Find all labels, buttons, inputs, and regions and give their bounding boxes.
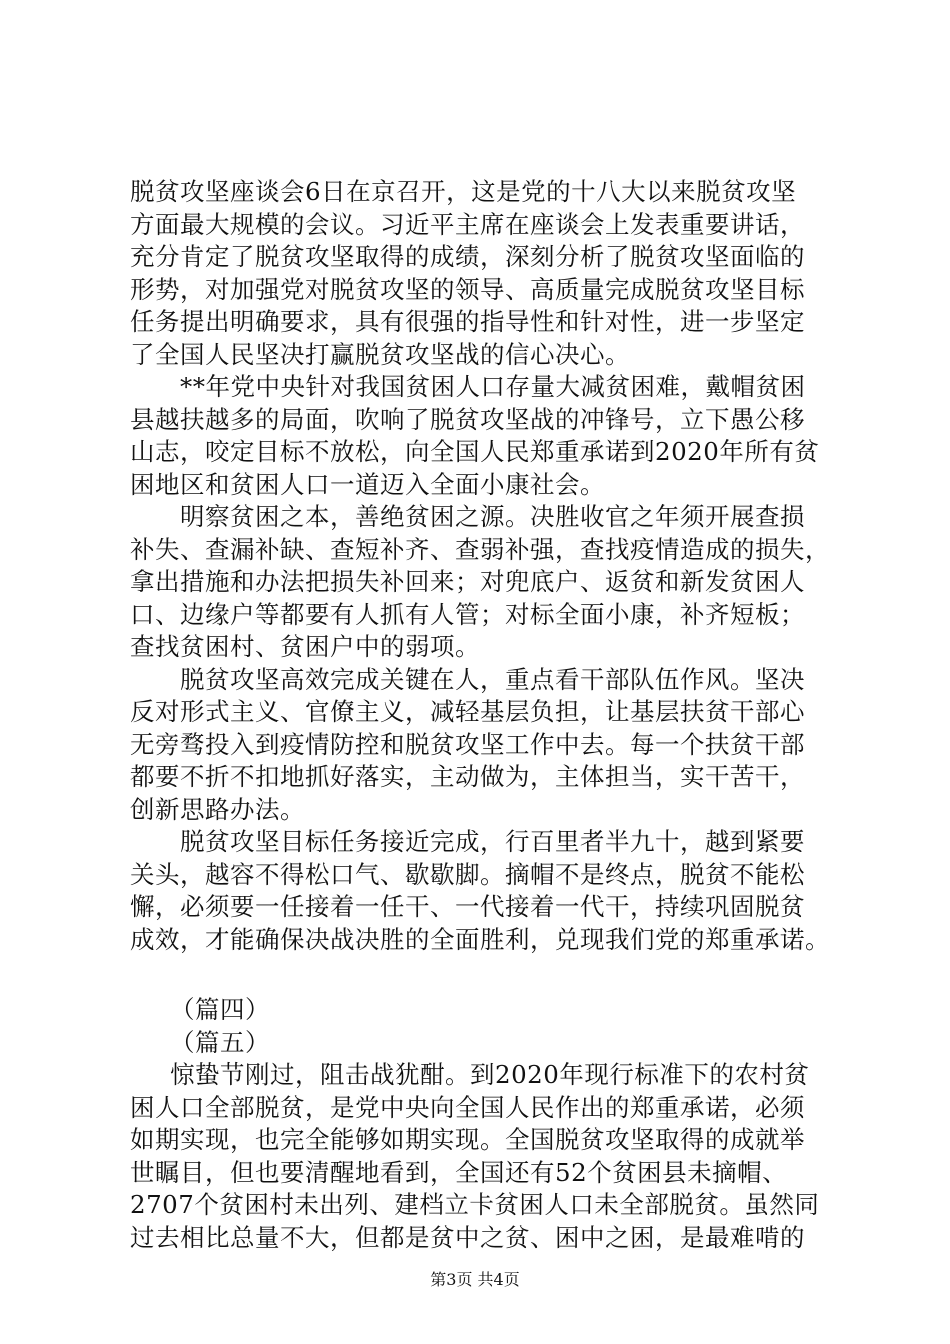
paragraph-line: 懈，必须要一任接着一任干、一代接着一代干，持续巩固脱贫 xyxy=(130,892,805,921)
paragraph-line: 脱贫攻坚座谈会6日在京召开，这是党的十八大以来脱贫攻坚 xyxy=(130,177,797,206)
paragraph-3 xyxy=(130,501,830,664)
paragraph-line: 如期实现，也完全能够如期实现。全国脱贫攻坚取得的成就举 xyxy=(130,1125,805,1154)
paragraph-line: 世瞩目，但也要清醒地看到，全国还有52个贫困县未摘帽、 xyxy=(130,1157,788,1187)
section-spacer xyxy=(130,956,830,994)
paragraph-line: 口、边缘户等都要有人抓有人管；对标全面小康，补齐短板； xyxy=(130,599,805,629)
paragraph-line: 拿出措施和办法把损失补回来；对兜底户、返贫和新发贫困人 xyxy=(130,567,805,596)
paragraph-line: 反对形式主义、官僚主义，减轻基层负担，让基层扶贫干部心 xyxy=(130,697,805,726)
paragraph-line: 困地区和贫困人口一道迈入全面小康社会。 xyxy=(130,469,605,499)
paragraph-line: 关头，越容不得松口气、歇歇脚。摘帽不是终点，脱贫不能松 xyxy=(130,859,805,889)
paragraph-line: 明察贫困之本，善绝贫困之源。决胜收官之年须开展查损 xyxy=(180,502,805,531)
paragraph-line: 成效，才能确保决战决胜的全面胜利，兑现我们党的郑重承诺。 xyxy=(130,924,830,954)
paragraph-line: 了全国人民坚决打赢脱贫攻坚战的信心决心。 xyxy=(130,339,630,369)
paragraph-line: 任务提出明确要求，具有很强的指导性和针对性，进一步坚定 xyxy=(130,307,805,336)
paragraph-line: 无旁骛投入到疫情防控和脱贫攻坚工作中去。每一个扶贫干部 xyxy=(130,729,805,759)
paragraph-line: 脱贫攻坚高效完成关键在人，重点看干部队伍作风。坚决 xyxy=(180,664,805,694)
page-number-footer: 第3页 共4页 xyxy=(430,1270,520,1289)
paragraph-line: 形势，对加强党对脱贫攻坚的领导、高质量完成脱贫攻坚目标 xyxy=(130,274,805,304)
paragraph-line: 都要不折不扣地抓好落实，主动做为，主体担当，实干苦干， xyxy=(130,762,805,791)
paragraph-2 xyxy=(130,371,830,501)
paragraph-line: 方面最大规模的会议。习近平主席在座谈会上发表重要讲话， xyxy=(130,209,805,239)
paragraph-final xyxy=(130,1059,830,1254)
paragraph-1 xyxy=(130,176,830,371)
paragraph-line: 困人口全部脱贫，是党中央向全国人民作出的郑重承诺，必须 xyxy=(130,1092,805,1122)
paragraph-5 xyxy=(130,826,830,956)
paragraph-line: 查找贫困村、贫困户中的弱项。 xyxy=(130,632,480,661)
section-heading-five: （篇五） xyxy=(170,1027,270,1057)
paragraph-4 xyxy=(130,664,830,827)
section-heading-four: （篇四） xyxy=(170,995,270,1024)
paragraph-line: 充分肯定了脱贫攻坚取得的成绩，深刻分析了脱贫攻坚面临的 xyxy=(130,242,805,271)
paragraph-line: 补失、查漏补缺、查短补齐、查弱补强，查找疫情造成的损失， xyxy=(130,534,830,564)
paragraph-line: 过去相比总量不大，但都是贫中之贫、困中之困，是最难啃的 xyxy=(130,1222,805,1252)
paragraph-line: 惊蛰节刚过，阻击战犹酣。到2020年现行标准下的农村贫 xyxy=(170,1060,810,1089)
paragraph-line: 县越扶越多的局面，吹响了脱贫攻坚战的冲锋号，立下愚公移 xyxy=(130,404,805,434)
paragraph-line: 脱贫攻坚目标任务接近完成，行百里者半九十，越到紧要 xyxy=(180,827,805,856)
paragraph-line: **年党中央针对我国贫困人口存量大减贫困难，戴帽贫困 xyxy=(180,372,806,401)
document-body xyxy=(130,176,830,1254)
paragraph-line: 2707个贫困村未出列、建档立卡贫困人口未全部脱贫。虽然同 xyxy=(130,1190,820,1219)
paragraph-line: 创新思路办法。 xyxy=(130,794,305,824)
paragraph-line: 山志，咬定目标不放松，向全国人民郑重承诺到2020年所有贫 xyxy=(130,437,820,466)
